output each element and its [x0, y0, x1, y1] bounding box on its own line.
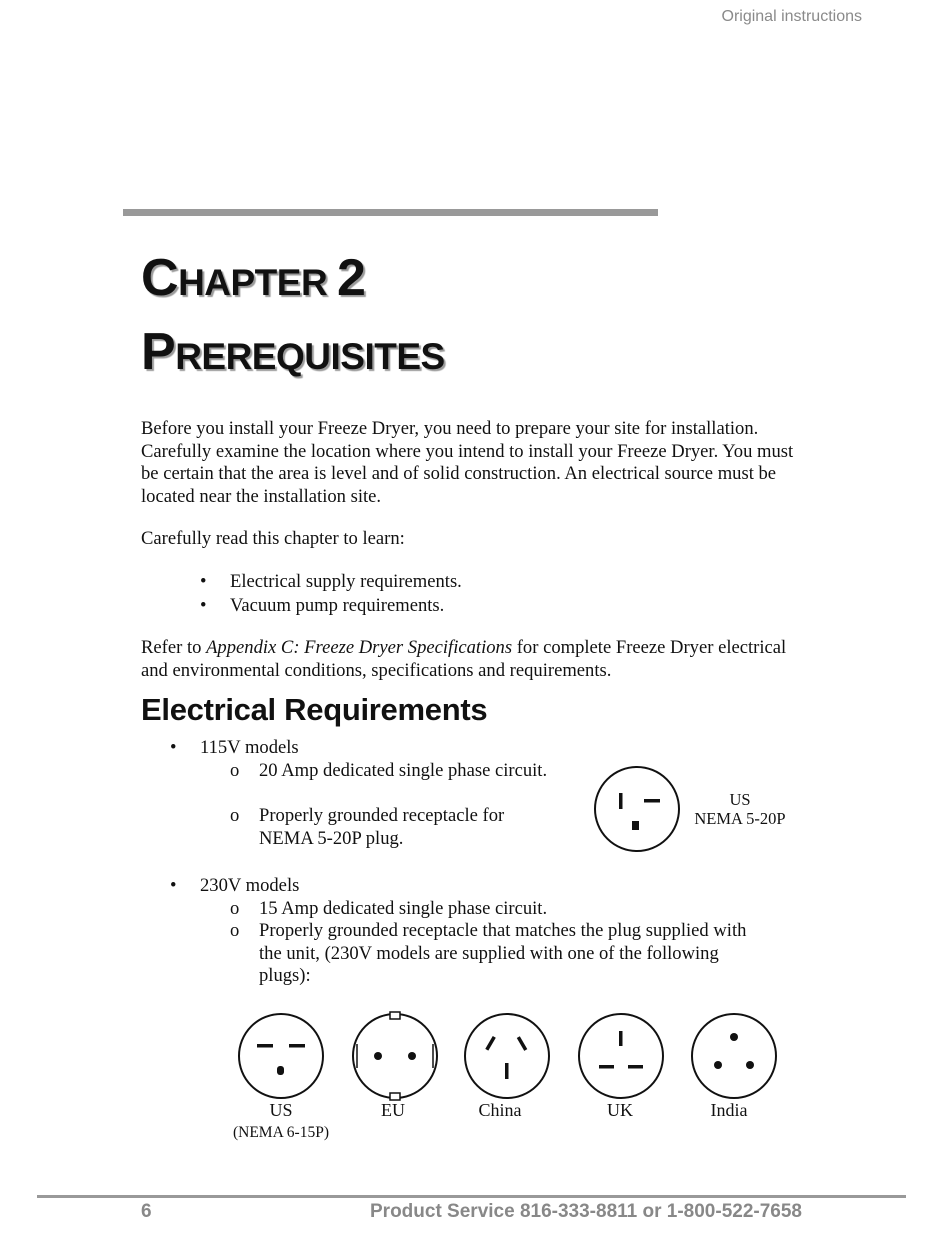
learn-paragraph: Carefully read this chapter to learn: — [141, 528, 405, 549]
sub-list-item — [230, 898, 548, 921]
circle-bullet-icon: o — [230, 920, 240, 941]
nema-5-20p-label — [694, 790, 786, 828]
footer-rule — [37, 1195, 906, 1198]
appendix-reference: Appendix C: Freeze Dryer Specifications — [206, 637, 513, 658]
list-item-text: 15 Amp dedicated single phase circuit. — [259, 898, 548, 919]
chapter-title — [141, 248, 365, 308]
plug-name: US — [269, 1100, 293, 1120]
plug-label-india: India — [710, 1100, 748, 1120]
refer-prefix: Refer to — [141, 637, 207, 658]
china-plug-icon — [462, 1011, 552, 1101]
plug-label-china: China — [478, 1100, 522, 1120]
chapter-subtitle — [141, 322, 445, 382]
bullet-icon: • — [170, 737, 177, 758]
list-item-text: 115V models — [200, 737, 299, 758]
refer-suffix: for complete Freeze Dryer electrical and environmental conditions, specifications and requirements. — [141, 637, 787, 681]
plug-label-uk: UK — [607, 1100, 633, 1120]
subtitle-rest: REREQUISITES — [175, 336, 445, 377]
page-number: 6 — [141, 1201, 152, 1222]
bullet-icon: • — [170, 875, 177, 896]
chapter-word: HAPTER — [178, 262, 337, 303]
list-item-text: 20 Amp dedicated single phase circuit. — [259, 760, 548, 781]
eu-plug-icon — [350, 1011, 440, 1101]
plug-subname: (NEMA 6-15P) — [232, 1124, 329, 1141]
sub-list-item — [230, 805, 505, 850]
sub-list-item — [230, 920, 747, 988]
header-note: Original instructions — [721, 8, 862, 25]
subtitle-initial: P — [141, 323, 176, 381]
us-nema-6-15p-plug-icon — [236, 1011, 326, 1101]
top-rule — [123, 209, 658, 216]
india-plug-icon — [689, 1011, 779, 1101]
list-item — [200, 571, 462, 594]
refer-paragraph — [141, 637, 811, 682]
list-item-text: Electrical supply requirements. — [230, 571, 462, 592]
plug-type-label: NEMA 5-20P — [694, 809, 786, 828]
list-item-text-cont: NEMA 5-20P plug. — [259, 827, 404, 849]
chapter-initial: C — [141, 249, 179, 307]
bullet-icon: • — [200, 571, 207, 592]
us-nema-5-20p-plug-icon — [592, 764, 682, 854]
sub-list-item — [230, 760, 548, 783]
list-item — [170, 875, 300, 898]
section-heading: Electrical Requirements — [141, 692, 488, 727]
list-item-text-cont: the unit, (230V models are supplied with one of the following — [259, 942, 719, 964]
list-item-text-cont: plugs): — [259, 965, 311, 986]
list-item-text: Properly grounded receptacle that matches the plug supplied with — [259, 920, 747, 941]
plug-label-eu: EU — [381, 1100, 405, 1120]
list-item — [200, 595, 445, 618]
uk-plug-icon — [576, 1011, 666, 1101]
circle-bullet-icon: o — [230, 805, 240, 826]
list-item-text: Vacuum pump requirements. — [230, 595, 445, 616]
circle-bullet-icon: o — [230, 898, 240, 919]
list-item — [170, 737, 299, 760]
bullet-icon: • — [200, 595, 207, 616]
footer-service-contact: Product Service 816-333-8811 or 1-800-522-7658 — [370, 1201, 802, 1222]
list-item-text: 230V models — [200, 875, 300, 896]
plug-region-label: US — [729, 790, 751, 809]
list-item-text: Properly grounded receptacle for — [259, 805, 505, 826]
intro-paragraph: Before you install your Freeze Dryer, you need to prepare your site for installation. Carefully examine the location where you intend to install your Freeze Dryer. You must be certain that the area is level and of solid construction. An electrical source must be located near the installation site. — [141, 418, 794, 507]
chapter-number: 2 — [336, 249, 366, 307]
plug-label-us — [231, 1100, 331, 1142]
circle-bullet-icon: o — [230, 760, 240, 781]
